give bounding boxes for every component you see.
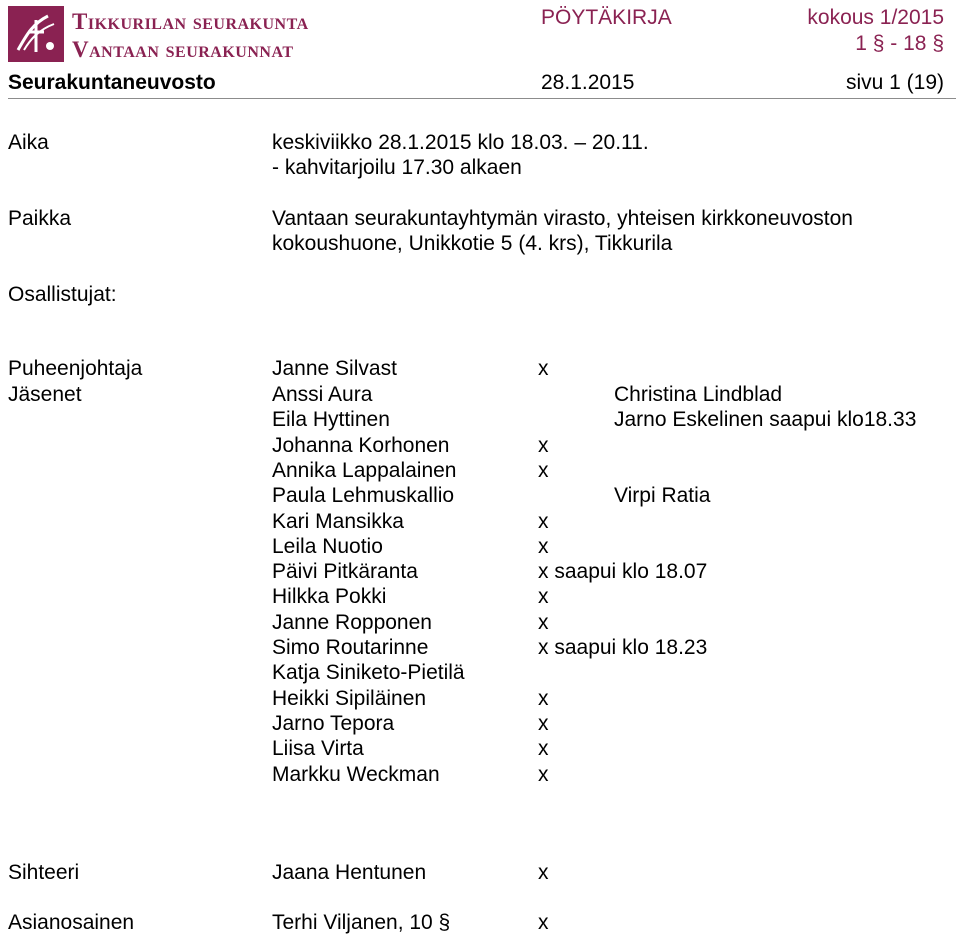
members-label: Jäsenet	[8, 383, 82, 406]
party-mark: x	[538, 911, 549, 934]
org-name-line1: Tikkurilan seurakunta	[72, 9, 309, 34]
secretary-mark: x	[538, 861, 549, 884]
aika-line1: keskiviikko 28.1.2015 klo 18.03. – 20.11.	[272, 131, 649, 154]
governing-body: Seurakuntaneuvosto	[8, 71, 216, 94]
member-attendance-mark: x	[538, 585, 549, 608]
member-substitute-note: Virpi Ratia	[614, 484, 711, 507]
member-name: Heikki Sipiläinen	[272, 687, 427, 710]
member-name: Annika Lappalainen	[272, 459, 457, 482]
member-name: Hilkka Pokki	[272, 585, 387, 608]
party-name: Terhi Viljanen, 10 §	[272, 911, 451, 934]
org-name-line2: Vantaan seurakunnat	[72, 37, 294, 62]
section-range: 1 § - 18 §	[855, 32, 944, 55]
chair-role: Puheenjohtaja	[8, 357, 143, 380]
cross-logo-icon	[8, 6, 64, 62]
member-name: Janne Ropponen	[272, 611, 432, 634]
page-number: sivu 1 (19)	[845, 71, 944, 94]
member-attendance-mark: x saapui klo 18.23	[538, 636, 708, 659]
member-attendance-mark: x saapui klo 18.07	[538, 560, 708, 583]
aika-line2: - kahvitarjoilu 17.30 alkaen	[272, 156, 522, 179]
secretary-role: Sihteeri	[8, 861, 80, 884]
member-attendance-mark: x	[538, 687, 549, 710]
member-name: Simo Routarinne	[272, 636, 429, 659]
header-divider	[8, 98, 956, 99]
member-name: Jarno Tepora	[272, 712, 395, 735]
paikka-line1: Vantaan seurakuntayhtymän virasto, yhteisen kirkkoneuvoston	[272, 207, 853, 230]
meeting-number: kokous 1/2015	[807, 6, 944, 29]
member-attendance-mark: x	[538, 459, 549, 482]
member-name: Liisa Virta	[272, 737, 364, 760]
member-attendance-mark: x	[538, 535, 549, 558]
meeting-date: 28.1.2015	[541, 71, 635, 94]
member-attendance-mark: x	[538, 763, 549, 786]
secretary-name: Jaana Hentunen	[272, 861, 427, 884]
aika-label: Aika	[8, 131, 49, 154]
member-name: Markku Weckman	[272, 763, 440, 786]
member-name: Eila Hyttinen	[272, 408, 390, 431]
member-attendance-mark: x	[538, 712, 549, 735]
member-attendance-mark: x	[538, 510, 549, 533]
paikka-label: Paikka	[8, 207, 72, 230]
party-role: Asianosainen	[8, 911, 135, 934]
member-attendance-mark: x	[538, 434, 549, 457]
osallistujat-label: Osallistujat:	[8, 283, 117, 306]
member-name: Kari Mansikka	[272, 510, 404, 533]
member-name: Paula Lehmuskallio	[272, 484, 455, 507]
paikka-line2: kokoushuone, Unikkotie 5 (4. krs), Tikkurila	[272, 232, 673, 255]
member-name: Anssi Aura	[272, 383, 373, 406]
member-attendance-mark: x	[538, 611, 549, 634]
member-substitute-note: Jarno Eskelinen saapui klo18.33	[614, 408, 917, 431]
chair-mark: x	[538, 357, 549, 380]
church-logo	[8, 6, 64, 62]
member-substitute-note: Christina Lindblad	[614, 383, 783, 406]
chair-name: Janne Silvast	[272, 357, 397, 380]
member-name: Johanna Korhonen	[272, 434, 450, 457]
document-type: PÖYTÄKIRJA	[541, 6, 672, 29]
member-name: Katja Siniketo-Pietilä	[272, 661, 465, 684]
member-name: Leila Nuotio	[272, 535, 383, 558]
member-name: Päivi Pitkäranta	[272, 560, 418, 583]
member-attendance-mark: x	[538, 737, 549, 760]
